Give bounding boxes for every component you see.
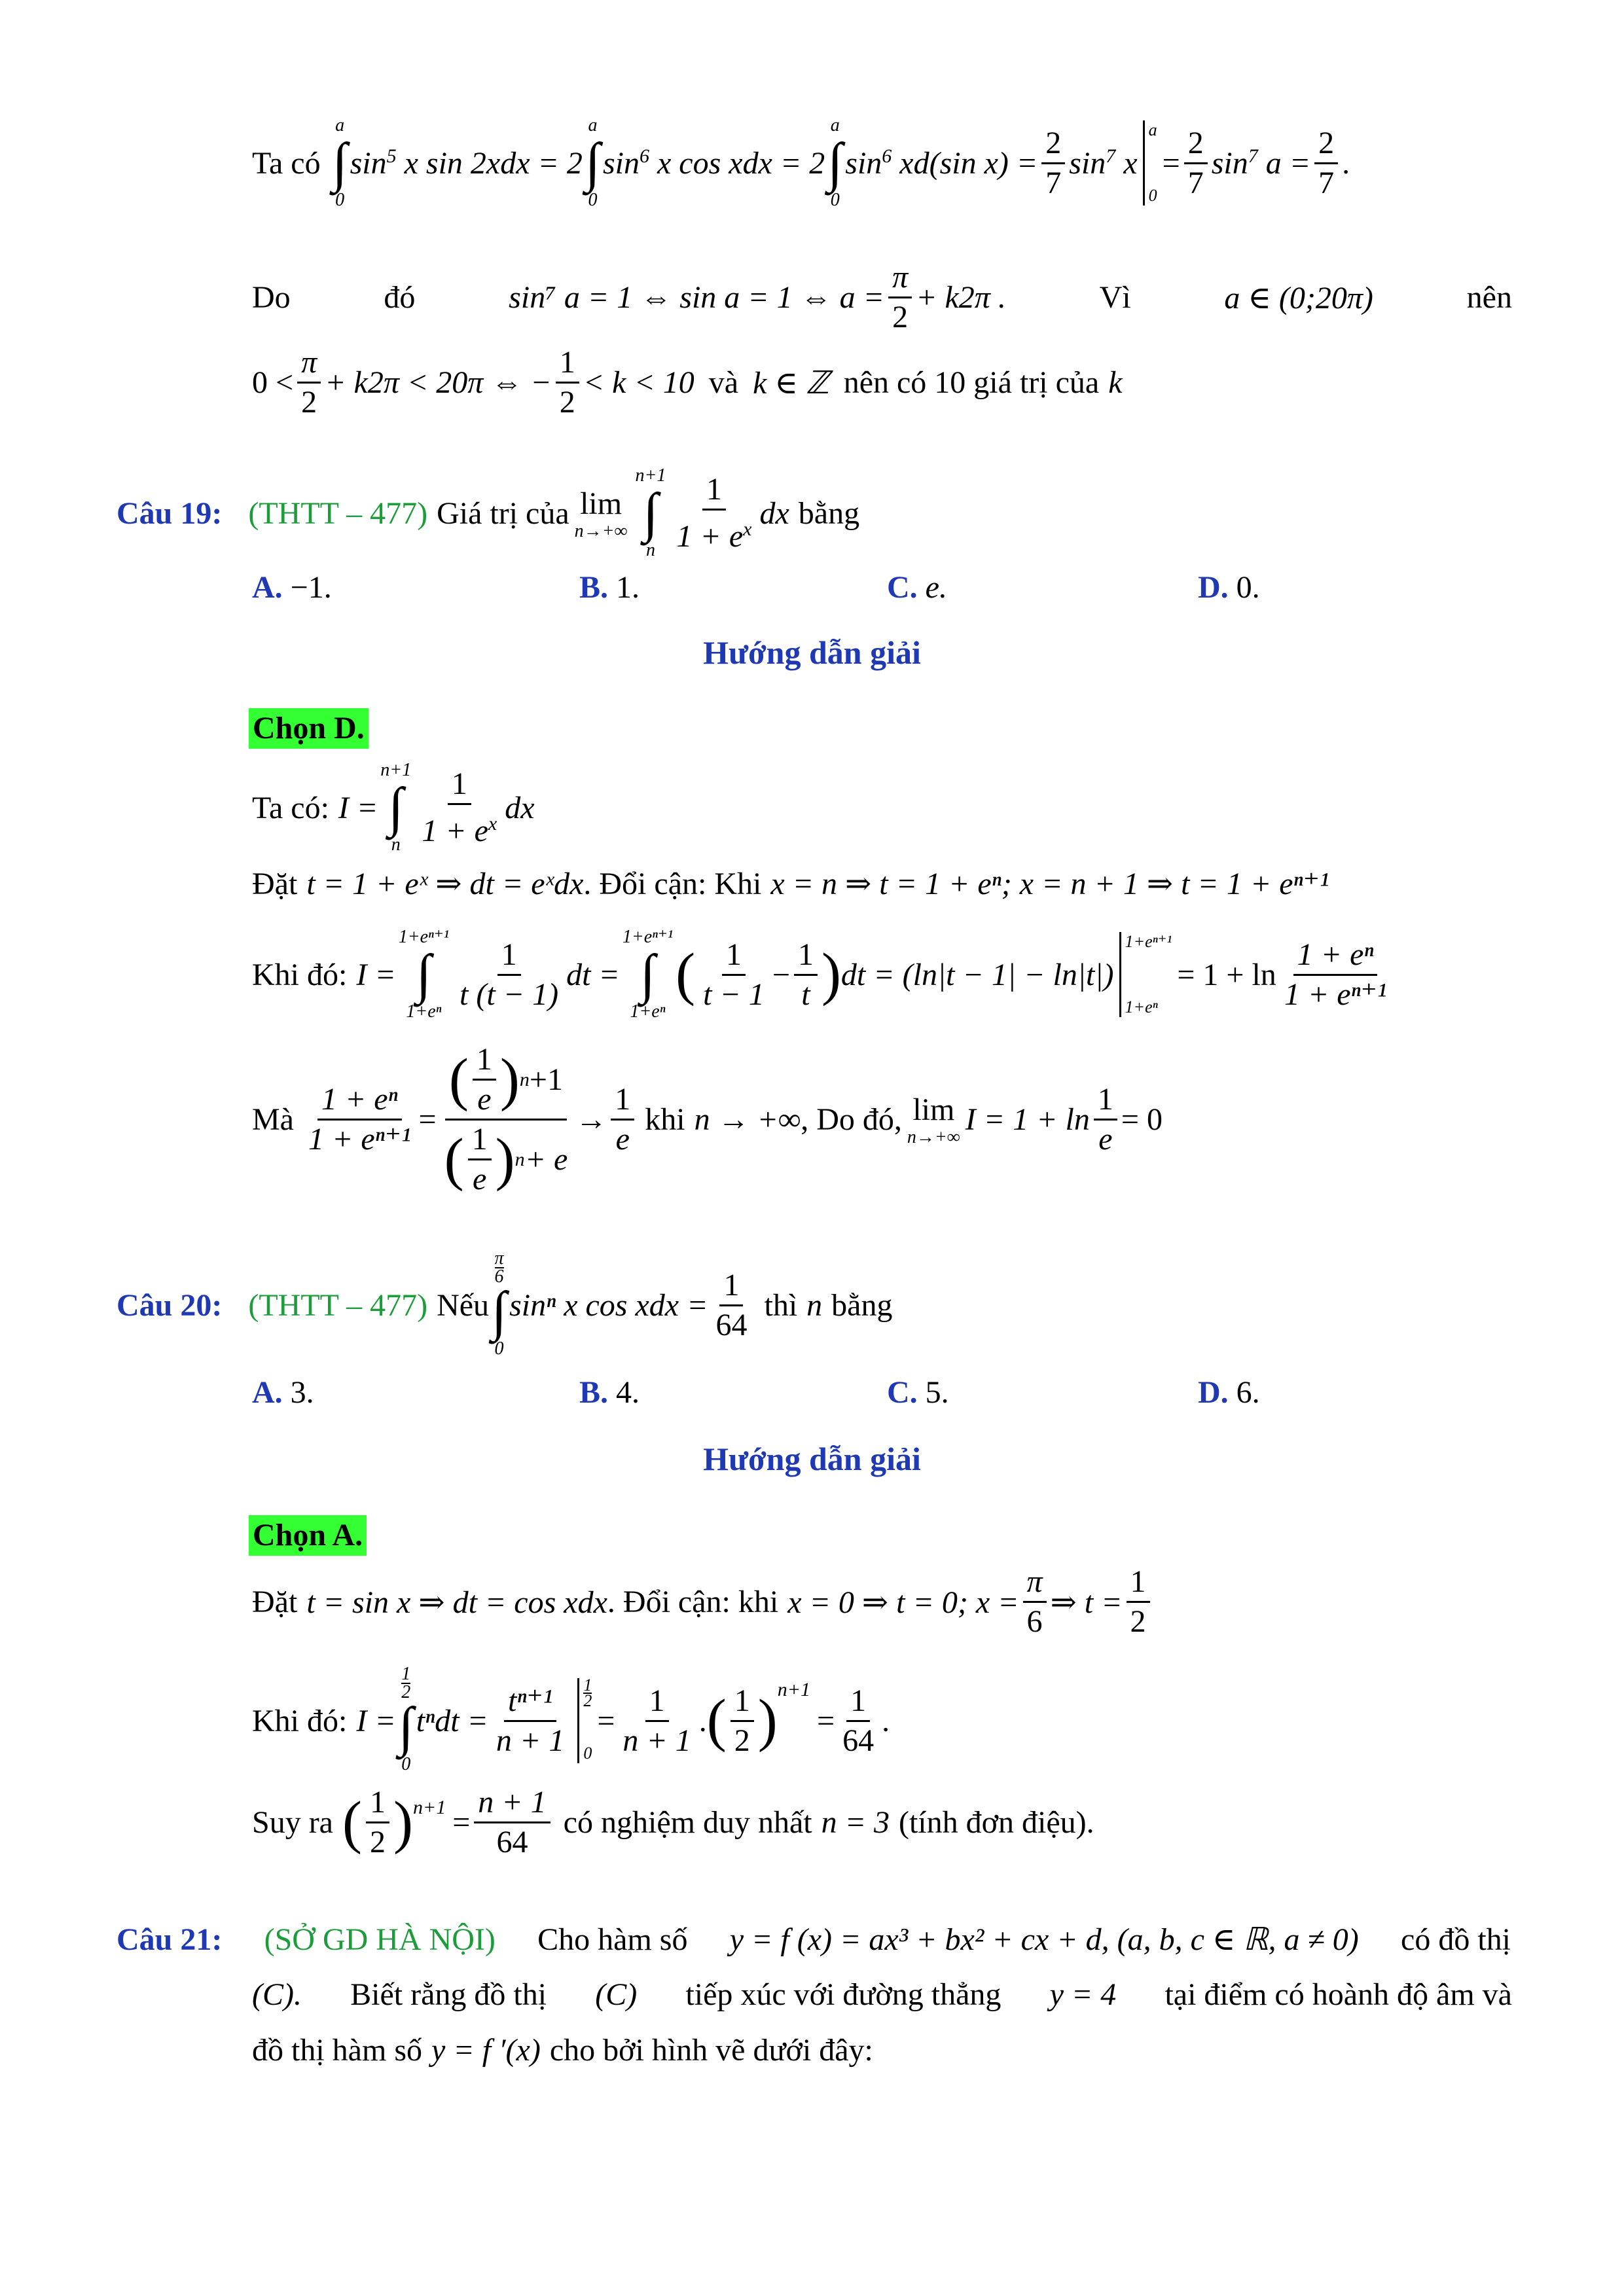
nen-label: nên [1466,280,1512,315]
integrand-fraction: $\frac{1}{1 + e^x}$ [676,472,752,554]
one-half: $\frac{1}{2}$ [556,344,579,422]
limit-operator: lim n→+∞ [907,1092,960,1147]
question-21-line-2: (C). Biết rằng đồ thị (C) tiếp xúc với đường thẳng y = 4 tại điểm có hoành độ âm và [252,1977,1512,2012]
k-var: k [1108,365,1123,400]
question-label: Câu 19: [117,495,223,531]
ta-co-label: Ta có [252,145,321,181]
answer-choice: Chọn A. [249,1515,367,1556]
q20-step-2: Khi đó: I = 1 2 ∫ 0 tⁿdt = $\frac{\text{tⁿ⁺¹}}{n + 1}$ 1 2 0 = $\frac{1}{n + 1}$ . ( $\frac{1}{2}$ ) $^{n+1}$ = $\frac{1}{64}$ . [252,1664,890,1774]
option-d[interactable]: D. 6. [1198,1375,1260,1410]
do-label-2: đó [384,280,416,315]
fraction: $\frac{1}{t - 1}$ [703,937,765,1012]
intro-equation-3: 0 < $\frac{\pi}{2}$ + k2π < 20π ⇔ − $\frac{1}{2}$ < k < 10 và k ∈ ℤ nên có 10 giá trị của k [252,344,1123,422]
question-21-line-1: Câu 21: (SỞ GD HÀ NỘI) Cho hàm số y = f (x) = ax³ + bx² + cx + d, (a, b, c ∈ ℝ, a ≠ 0) có đồ thị [117,1922,1511,1957]
question-text-end: bằng [798,495,860,531]
option-b[interactable]: B. 4. [579,1375,640,1410]
ineq-mid: + k2π < 20π ⇔ − [325,365,552,400]
conclusion-text: nên có 10 giá trị của [843,365,1100,400]
question-19 [117,465,859,562]
q20-step-1: Đặt t = sin x ⇒ dt = cos xdx . Đổi cận: khi x = 0 ⇒ t = 0; x = $\frac{\pi}{6}$ ⇒ t = $\frac{1}{2}$ [252,1563,1154,1641]
evaluation-bar: a 0 [1143,120,1157,206]
fraction: $\frac{1}{2}$ [731,1682,754,1760]
question-21-line-3: đồ thị hàm số y = f ′(x) cho bởi hình vẽ dưới đây: [252,2033,873,2068]
q19-step-1: Ta có: I = n+1 ∫ n $\frac{1}{1 + e^x}$ dx [252,760,535,855]
pi-over-2: $\frac{\pi}{2}$ [297,344,321,422]
option-d[interactable]: D. 0. [1198,570,1260,605]
integrand-fraction: $\frac{1}{1 + e^x}$ [422,766,497,848]
a-interval: a ∈ (0;20π) [1224,280,1373,315]
integral-symbol: a ∫ 0 [332,115,348,210]
intro-equation-1: Ta có a ∫ 0 $\sin^5 x$ sin 2xdx = 2 a ∫ 0 $\sin^6 x$ cos xdx = 2 a ∫ 0 $\sin^6 xd(\sin$ x) = $\frac{2}{7}$ $\sin^7 x$ a 0 = $\frac{2}{7}$ $\sin^7 a$ = $\frac{2}{7}$ . [252,115,1350,210]
option-b[interactable]: B. 1. [579,570,640,605]
fraction: $\frac{\text{1 + eⁿ}}{\text{1 + eⁿ⁺¹}}$ [1284,937,1387,1012]
question-source: (SỞ GD HÀ NỘI) [264,1922,496,1957]
evaluation-bar: 1+eⁿ⁺¹ 1+eⁿ [1119,932,1172,1017]
va-label: và [708,365,739,400]
solution-header: Hướng dẫn giải [703,634,921,671]
integrand-1: $\sin^5 x$ sin 2xdx = 2 [350,145,583,181]
integral-symbol: a ∫ 0 [827,115,843,210]
fraction: $\frac{1}{e}$ [611,1081,634,1158]
integral-symbol: n+1 ∫ n [380,760,412,855]
integral-symbol: π 6 ∫ 0 [492,1248,507,1359]
fraction: $\frac{1}{t (t - 1)}$ [460,937,559,1012]
integral-symbol: 1 2 ∫ 0 [398,1664,414,1774]
integral-symbol: n+1 ∫ n [635,465,666,560]
option-a[interactable]: A. 3. [252,1375,314,1410]
q19-step-3: Khi đó: I = 1+eⁿ⁺¹ ∫ 1+eⁿ $\frac{1}{t (t - 1)}$ dt = 1+eⁿ⁺¹ ∫ 1+eⁿ ( $\frac{1}{t - 1}$ − $\frac{1}{t}$ ) dt = (ln|t − 1| − ln|t|) 1+eⁿ⁺¹ 1+eⁿ = 1 + ln $\frac{\text{1 + eⁿ}}{\text{1 + eⁿ⁺¹}}$ [252,926,1394,1023]
fraction: $\frac{\pi}{6}$ [1023,1563,1047,1641]
integrand-2: $\sin^6 x$ cos xdx = 2 [602,145,825,181]
sin7a: $\sin^7 a$ = [1211,145,1311,181]
fraction: $\frac{2}{7}$ [1184,124,1208,202]
q20-step-3: Suy ra ( $\frac{1}{2}$ ) $^{n+1}$ = $\frac{n + 1}{64}$ có nghiệm duy nhất n = 3 (tính đơn điệu). [252,1784,1094,1861]
fraction: $\frac{n + 1}{64}$ [474,1784,550,1861]
ineq-end: < k < 10 [583,365,695,400]
integral-symbol: 1+eⁿ⁺¹ ∫ 1+eⁿ [622,927,674,1022]
fraction: $\frac{2}{7}$ [1314,124,1338,202]
question-source: (THTT – 477) [248,495,428,531]
fraction: $\frac{1}{e}$ [1094,1081,1117,1158]
fraction: $\frac{\text{1 + eⁿ}}{\text{1 + eⁿ⁺¹}}$ [308,1082,411,1157]
fraction: $\frac{2}{7}$ [1041,124,1065,202]
intro-equation-2 [252,259,1512,336]
fraction: $\frac{1}{64}$ [715,1267,748,1342]
option-c[interactable]: C. 5. [887,1375,949,1410]
option-c[interactable]: C. e. [887,570,947,605]
dx: dx [759,495,789,531]
integral-symbol: a ∫ 0 [585,115,600,210]
question-source: (THTT – 477) [248,1287,428,1323]
fraction: $\frac{\text{tⁿ⁺¹}}{n + 1}$ [496,1683,565,1758]
fraction: $\frac{1}{t}$ [794,936,818,1014]
integral-symbol: 1+eⁿ⁺¹ ∫ 1+eⁿ [398,927,450,1022]
k-integer: k ∈ ℤ [753,365,829,401]
option-a[interactable]: A. −1. [252,570,332,605]
q19-step-2: Đặt t = 1 + eˣ ⇒ dt = eˣdx . Đổi cận: Khi x = n ⇒ t = 1 + eⁿ; x = n + 1 ⇒ t = 1 + eⁿ⁺¹ [252,866,1329,901]
q19-step-4: Mà $\frac{\text{1 + eⁿ}}{\text{1 + eⁿ⁺¹}}$ = ( $\frac{1}{e}$ ) n +1 ( $\frac{1}{e}$ ) n + e → $\frac{1}{e}$ khi n → +∞ , Do đó, lim n→+∞ I = 1 + ln $\frac{1}{e}$ = 0 [252,1041,1163,1198]
sin-equation: sin⁷ a = 1 ⇔ sin a = 1 ⇔ a = [509,280,885,315]
evaluation-bar: 1 2 0 [577,1678,592,1763]
do-label: Do [252,280,291,315]
pi-over-2: $\frac{\pi}{2}$ [888,259,912,336]
k2pi: + k2π . [916,280,1006,315]
fraction: $\frac{1}{n + 1}$ [623,1683,691,1758]
vi-label: Vì [1099,280,1131,315]
complex-fraction: ( $\frac{1}{e}$ ) n +1 ( $\frac{1}{e}$ ) n + e [444,1042,568,1196]
sin7x: $\sin^7 x$ [1069,145,1138,181]
question-label: Câu 21: [117,1922,223,1957]
question-text: Giá trị của [437,495,569,531]
question-20: Câu 20: (THTT – 477) Nếu π 6 ∫ 0 sinⁿ x cos xdx = $\frac{1}{64}$ thì n bằng [117,1248,893,1359]
fraction: $\frac{1}{64}$ [842,1683,875,1758]
limit-operator: lim n→+∞ [574,486,628,541]
question-label: Câu 20: [117,1287,223,1323]
integrand-3: $\sin^6 xd(\sin$ x) = [845,145,1038,181]
solution-header: Hướng dẫn giải [703,1441,921,1477]
fraction: $\frac{1}{2}$ [1127,1563,1150,1641]
fraction: $\frac{1}{2}$ [366,1784,389,1861]
answer-choice: Chọn D. [249,708,369,749]
